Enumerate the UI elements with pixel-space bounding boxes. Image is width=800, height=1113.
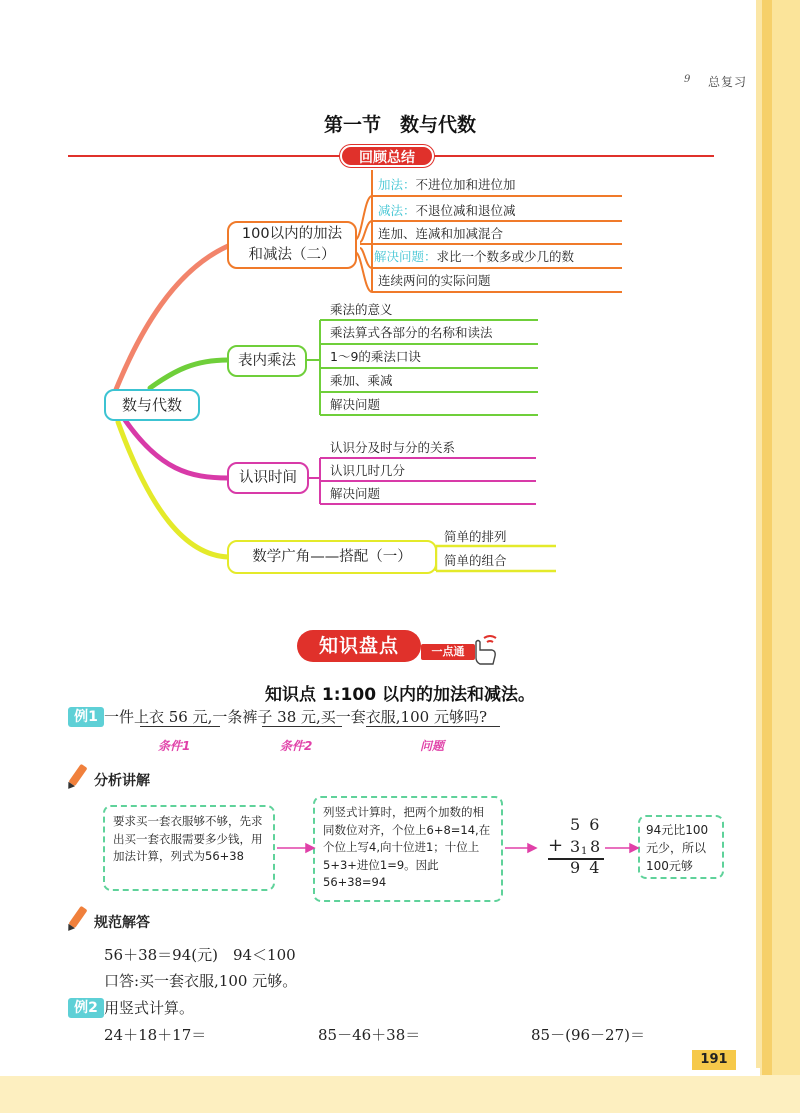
annotation-question: 问题	[420, 739, 445, 753]
analysis-box-step1: 要求买一套衣服够不够，先求出买一套衣服需要多少钱，用加法计算，列式为56+38	[103, 805, 275, 891]
leaf-mult-table: 1～9的乘法口诀	[330, 349, 421, 364]
section-name: 总复习	[708, 75, 748, 89]
leaf-subtraction: 减法：不退位减和退位减	[378, 203, 516, 218]
vertical-operator: +	[548, 835, 564, 856]
underline-question	[366, 726, 500, 727]
knowledge-sub: 一点通	[421, 644, 475, 660]
leaf-addition: 加法：不进位加和进位加	[378, 177, 516, 192]
mindmap-root: 数与代数	[104, 389, 200, 421]
leaf-mult-meaning: 乘法的意义	[330, 302, 393, 317]
branch-addition-subtraction-line2: 和减法（二）	[248, 247, 336, 263]
knowledge-point-title: 知识点 1:100 以内的加法和减法。	[265, 685, 535, 705]
section-number: 9	[684, 74, 691, 85]
page-bottom-margin	[0, 1068, 760, 1076]
branch-time: 认识时间	[227, 462, 309, 494]
vertical-carry: 1	[581, 846, 588, 857]
solution-heading: 规范解答	[94, 915, 150, 931]
review-banner: 回顾总结	[340, 145, 434, 167]
analysis-box-step2: 列竖式计算时，把两个加数的相同数位对齐，个位上6+8=14,在个位上写4,向十位进1；十位上5+3+进位1=9。因此56+38=94	[313, 796, 503, 902]
solution-line2: 口答:买一套衣服,100 元够。	[104, 972, 298, 990]
example2-expr2: 85－46＋38＝	[318, 1026, 421, 1044]
example1-tag: 例1	[68, 707, 104, 727]
page-title: 第一节 数与代数	[323, 114, 476, 136]
branch-addition-subtraction	[227, 221, 357, 269]
vertical-digit-tens: 3	[570, 837, 581, 856]
leaf-time-minutes: 认识分及时与分的关系	[330, 440, 456, 455]
example2-tag: 例2	[68, 998, 104, 1018]
analysis-box-conclusion: 94元比100元少，所以100元够	[638, 815, 724, 879]
flow-arrows	[0, 780, 800, 920]
annotation-condition1: 条件1	[158, 739, 191, 753]
knowledge-banner: 知识盘点	[297, 630, 421, 662]
leaf-arrangement: 简单的排列	[444, 529, 507, 544]
vertical-digit-ones: 8	[590, 837, 601, 856]
leaf-mult-add-sub: 乘加、乘减	[330, 373, 393, 388]
leaf-mult-parts: 乘法算式各部分的名称和读法	[330, 325, 493, 340]
example1-question: 一件上衣 56 元,一条裤子 38 元,买一套衣服,100 元够吗?	[104, 708, 487, 726]
leaf-mult-solve: 解决问题	[330, 397, 381, 412]
leaf-combination: 简单的组合	[444, 553, 507, 568]
leaf-mixed: 连加、连减和加减混合	[378, 226, 504, 241]
leaf-time-solve: 解决问题	[330, 486, 381, 501]
solution-line1: 56＋38＝94(元) 94＜100	[104, 946, 296, 964]
underline-condition1	[140, 726, 220, 727]
leaf-two-step: 连续两问的实际问题	[378, 273, 491, 288]
annotation-condition2: 条件2	[280, 739, 313, 753]
example2-expr3: 85－(96－27)＝	[531, 1026, 645, 1044]
branch-math-corner: 数学广角——搭配（一）	[227, 540, 437, 574]
example2-expr1: 24＋18＋17＝	[104, 1026, 207, 1044]
example2-question: 用竖式计算。	[104, 999, 195, 1017]
pointer-hand-icon	[470, 632, 504, 668]
branch-multiplication: 表内乘法	[227, 345, 307, 377]
underline-condition2	[262, 726, 342, 727]
vertical-result: 9 4	[570, 858, 602, 877]
analysis-heading: 分析讲解	[94, 773, 150, 789]
page-bottom-edge	[0, 1075, 800, 1113]
vertical-top: 5 6	[570, 815, 602, 834]
page-number: 191	[692, 1050, 736, 1070]
leaf-solve-more-less: 解决问题：求比一个数多或少几的数	[374, 249, 575, 264]
leaf-time-read: 认识几时几分	[330, 463, 406, 478]
branch-addition-subtraction-line1: 100以内的加法	[241, 226, 343, 242]
